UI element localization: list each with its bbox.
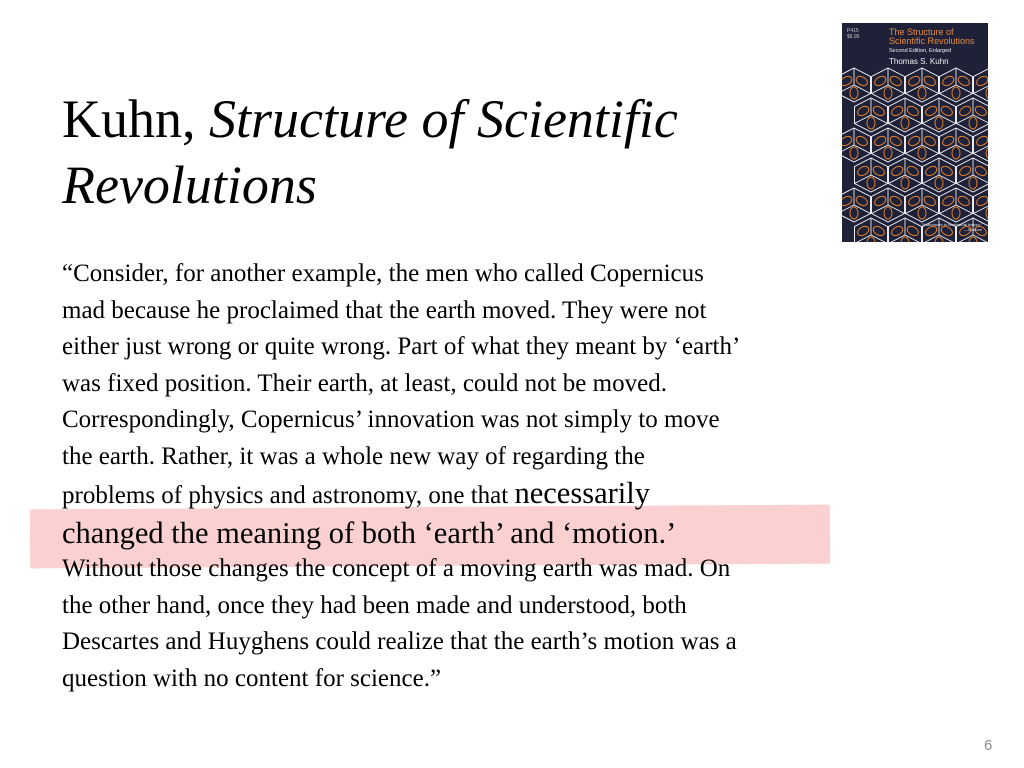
pattern-ring	[884, 207, 892, 219]
pattern-line	[905, 115, 922, 124]
pattern-line	[940, 85, 957, 94]
pattern-ring	[867, 117, 875, 129]
pattern-ring	[907, 195, 921, 208]
pattern-ring	[842, 75, 853, 88]
cover-title	[889, 28, 985, 46]
quote-line: either just wrong or quite wrong. Part of what they meant by ‘earth’	[62, 333, 741, 360]
pattern-ring	[884, 147, 892, 159]
pattern-ring	[935, 117, 943, 129]
pattern-line	[855, 175, 872, 184]
pattern-ring	[850, 147, 858, 159]
pattern-ring	[901, 177, 909, 189]
pattern-ring	[872, 225, 886, 238]
pattern-ring	[889, 135, 903, 148]
pattern-line	[888, 145, 905, 154]
pattern-ring	[842, 135, 853, 148]
pattern-ring	[974, 105, 988, 118]
pattern-ring	[957, 195, 971, 208]
pattern-ring	[872, 165, 886, 178]
pattern-hexagon	[974, 128, 989, 162]
pattern-ring	[873, 75, 887, 88]
pattern-ring	[873, 195, 887, 208]
quote-line-highlight-start	[62, 475, 902, 515]
pattern-line	[854, 145, 871, 154]
cover-geometric-pattern	[842, 23, 988, 242]
pattern-line	[905, 175, 922, 184]
pattern-line	[889, 115, 906, 124]
pattern-ring	[958, 105, 972, 118]
pattern-ring	[856, 165, 870, 178]
pattern-ring	[941, 75, 955, 88]
pattern-ring	[941, 195, 955, 208]
pattern-hexagon	[974, 68, 989, 102]
quote-line: was fixed position. Their earth, at least, could not be moved.	[62, 369, 667, 397]
pattern-line	[956, 85, 973, 94]
pattern-line	[888, 85, 905, 94]
pattern-ring	[935, 237, 943, 242]
pattern-ring	[850, 87, 858, 99]
pattern-ring	[901, 237, 909, 242]
pattern-ring	[952, 147, 960, 159]
pattern-line	[922, 145, 939, 154]
pattern-ring	[935, 177, 943, 189]
pattern-line	[923, 175, 940, 184]
pattern-ring	[969, 177, 977, 189]
slide-title	[62, 86, 822, 218]
highlighted-text: necessarily	[514, 476, 650, 510]
pattern-ring	[918, 147, 926, 159]
pattern-ring	[957, 75, 971, 88]
pattern-ring	[986, 147, 988, 159]
pattern-line	[871, 115, 888, 124]
pattern-ring	[890, 225, 904, 238]
pattern-ring	[890, 105, 904, 118]
pattern-line	[940, 145, 957, 154]
title-author: Kuhn,	[62, 89, 209, 149]
pattern-ring	[867, 177, 875, 189]
quote-line: question with no content for science.”	[62, 664, 442, 692]
cover-blurb-line2: —Science	[963, 227, 982, 232]
pattern-line	[973, 175, 988, 184]
pattern-ring	[850, 207, 858, 219]
pattern-ring	[856, 105, 870, 118]
quote-line: mad because he proclaimed that the earth moved. They were not	[62, 296, 707, 324]
pattern-ring	[907, 75, 921, 88]
pattern-line	[940, 205, 957, 214]
pattern-ring	[890, 165, 904, 178]
pattern-line	[923, 115, 940, 124]
pattern-line	[957, 115, 974, 124]
pattern-line	[855, 115, 872, 124]
pattern-ring	[906, 105, 920, 118]
pattern-line	[939, 175, 956, 184]
cover-blurb	[921, 222, 982, 232]
cover-price-line1: P415	[847, 28, 859, 34]
pattern-ring	[940, 105, 954, 118]
quote-line: Correspondingly, Copernicus’ innovation was not simply to move	[62, 406, 720, 433]
pattern-line	[956, 205, 973, 214]
pattern-ring	[969, 237, 977, 242]
title-book-line2: Revolutions	[62, 155, 317, 215]
pattern-hexagon	[974, 188, 989, 222]
pattern-line	[973, 115, 988, 124]
pattern-line	[939, 115, 956, 124]
book-cover-image	[842, 23, 988, 242]
pattern-ring	[924, 105, 938, 118]
pattern-line	[906, 145, 923, 154]
cover-edition: Second Edition, Enlarged	[889, 48, 952, 54]
pattern-ring	[986, 207, 988, 219]
pattern-ring	[918, 207, 926, 219]
pattern-ring	[907, 135, 921, 148]
pattern-ring	[986, 87, 988, 99]
pattern-ring	[923, 195, 937, 208]
pattern-ring	[923, 135, 937, 148]
pattern-ring	[940, 165, 954, 178]
cover-blurb-line1: "A landmark in intellectual history."	[921, 222, 982, 227]
pattern-ring	[952, 207, 960, 219]
pattern-line	[872, 85, 889, 94]
highlighted-text: changed the meaning of both ‘earth’ and ‘motion.’	[62, 515, 677, 550]
pattern-ring	[906, 225, 920, 238]
pattern-line	[889, 175, 906, 184]
quote-line: the earth. Rather, it was a whole new way of regarding the	[62, 442, 645, 470]
pattern-ring	[958, 165, 972, 178]
cover-price-line2: $6.95	[847, 34, 860, 40]
pattern-line	[854, 85, 871, 94]
pattern-line	[871, 175, 888, 184]
pattern-line	[906, 205, 923, 214]
quote-line: Without those changes the concept of a moving earth was mad. On	[62, 555, 731, 582]
pattern-ring	[855, 135, 869, 148]
quote-line: “Consider, for another example, the men who called Copernicus	[62, 260, 704, 287]
pattern-line	[906, 85, 923, 94]
page-number: 6	[984, 737, 993, 754]
pattern-ring	[969, 117, 977, 129]
pattern-ring	[855, 195, 869, 208]
pattern-ring	[975, 135, 988, 148]
pattern-ring	[974, 165, 988, 178]
pattern-ring	[867, 237, 875, 242]
pattern-ring	[923, 75, 937, 88]
cover-title-line2: Scientific Revolutions	[889, 36, 975, 46]
pattern-ring	[975, 75, 988, 88]
pattern-ring	[924, 165, 938, 178]
pattern-line	[956, 145, 973, 154]
quote-text: problems of physics and astronomy, one that	[62, 482, 515, 509]
title-book-line1: Structure of Scientific	[209, 89, 678, 149]
quote-line: Descartes and Huyghens could realize that the earth’s motion was a	[62, 628, 737, 655]
pattern-line	[957, 175, 974, 184]
cover-author: Thomas S. Kuhn	[889, 57, 949, 66]
pattern-line	[872, 205, 889, 214]
pattern-ring	[884, 87, 892, 99]
pattern-ring	[952, 87, 960, 99]
pattern-ring	[901, 117, 909, 129]
pattern-line	[922, 85, 939, 94]
pattern-line	[854, 205, 871, 214]
pattern-ring	[872, 105, 886, 118]
quote-line: the other hand, once they had been made and understood, both	[62, 591, 687, 619]
pattern-ring	[957, 135, 971, 148]
pattern-ring	[842, 195, 853, 208]
pattern-line	[842, 205, 854, 214]
cover-title-line1: The Structure of	[889, 27, 954, 37]
pattern-line	[888, 205, 905, 214]
pattern-line	[922, 205, 939, 214]
pattern-line	[842, 145, 854, 154]
quote-block	[62, 256, 902, 697]
pattern-ring	[856, 225, 870, 238]
pattern-ring	[906, 165, 920, 178]
pattern-line	[842, 85, 854, 94]
pattern-ring	[889, 75, 903, 88]
pattern-line	[872, 145, 889, 154]
cover-price	[847, 28, 860, 40]
pattern-ring	[889, 195, 903, 208]
pattern-ring	[941, 135, 955, 148]
pattern-ring	[855, 75, 869, 88]
pattern-ring	[873, 135, 887, 148]
pattern-ring	[975, 195, 988, 208]
pattern-ring	[918, 87, 926, 99]
